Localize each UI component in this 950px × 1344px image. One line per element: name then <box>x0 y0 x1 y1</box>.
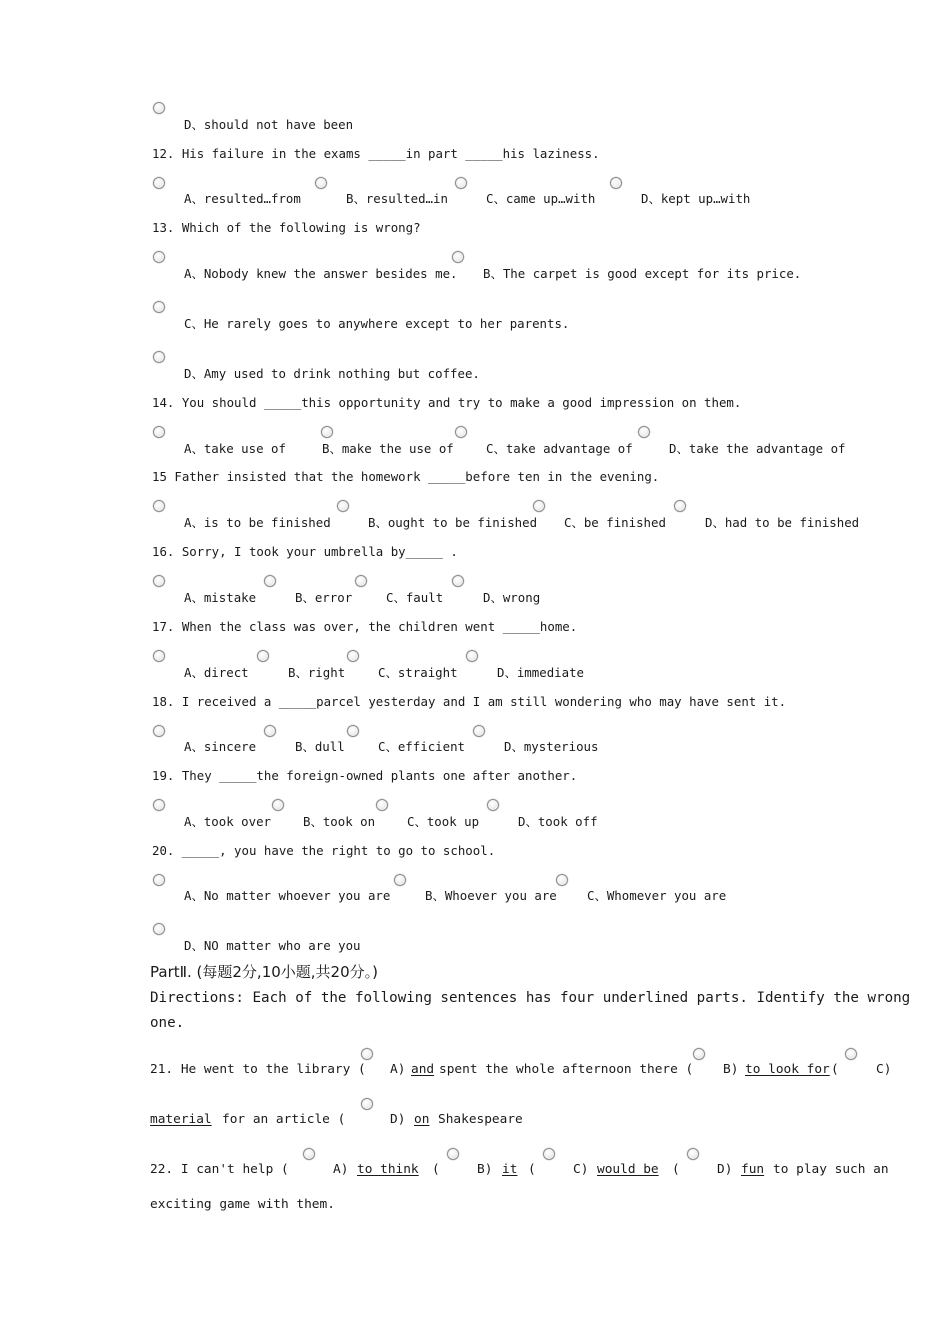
radio-q22-c[interactable] <box>543 1148 555 1160</box>
q22-c-after: ( <box>672 1162 680 1177</box>
radio-q12-a[interactable] <box>153 177 165 189</box>
option-q20-c: C、Whomever you are <box>587 888 727 903</box>
question-17: 17. When the class was over, the children went _____home. <box>152 619 578 634</box>
radio-q20-b[interactable] <box>394 874 406 886</box>
q22-c-underlined: would be <box>597 1162 659 1177</box>
q21-c-underlined: material <box>150 1112 212 1127</box>
q22-a-label: A) <box>333 1162 349 1177</box>
directions-line-1: Directions: Each of the following sentences has four underlined parts. Identify the wrong <box>150 990 911 1006</box>
option-q16-b: B、error <box>295 590 353 605</box>
q22-b-after: ( <box>528 1162 536 1177</box>
q21-c-after: for an article ( <box>222 1112 346 1127</box>
option-q19-d: D、took off <box>518 814 598 829</box>
q22-b-underlined: it <box>502 1162 518 1177</box>
question-18: 18. I received a _____parcel yesterday and I am still wondering who may have sent it. <box>152 694 787 709</box>
part-heading: PartⅡ. (每题2分,10小题,共20分。) <box>150 963 378 981</box>
option-q12-b: B、resulted…in <box>346 191 448 206</box>
option-q11-d: D、should not have been <box>184 117 354 132</box>
option-q16-d: D、wrong <box>483 590 541 605</box>
q21-a-after: spent the whole afternoon there ( <box>439 1062 694 1077</box>
q22-d-label: D) <box>717 1162 733 1177</box>
option-q18-c: C、efficient <box>378 739 465 754</box>
option-q12-c: C、came up…with <box>486 191 596 206</box>
q22-d-after: to play such an <box>773 1162 889 1177</box>
radio-q19-d[interactable] <box>487 799 499 811</box>
q22-line-2: exciting game with them. <box>150 1197 335 1212</box>
radio-q15-a[interactable] <box>153 500 165 512</box>
question-16: 16. Sorry, I took your umbrella by_____ . <box>152 544 458 559</box>
radio-q13-c[interactable] <box>153 301 165 313</box>
option-q18-a: A、sincere <box>184 739 257 754</box>
radio-q16-d[interactable] <box>452 575 464 587</box>
q21-a-underlined: and <box>411 1062 435 1077</box>
radio-q14-a[interactable] <box>153 426 165 438</box>
radio-q22-d[interactable] <box>687 1148 699 1160</box>
option-q17-b: B、right <box>288 665 346 680</box>
option-q12-a: A、resulted…from <box>184 191 301 206</box>
radio-q15-b[interactable] <box>337 500 349 512</box>
option-q14-c: C、take advantage of <box>486 441 633 456</box>
radio-q22-b[interactable] <box>447 1148 459 1160</box>
option-q13-b: B、The carpet is good except for its price. <box>483 266 802 281</box>
radio-q21-c[interactable] <box>845 1048 857 1060</box>
radio-q21-a[interactable] <box>361 1048 373 1060</box>
directions-line-2: one. <box>150 1015 185 1031</box>
q22-a-after: ( <box>432 1162 440 1177</box>
question-13: 13. Which of the following is wrong? <box>152 220 421 235</box>
option-q12-d: D、kept up…with <box>641 191 751 206</box>
radio-q21-b[interactable] <box>693 1048 705 1060</box>
radio-q11-d[interactable] <box>153 102 165 114</box>
option-q19-a: A、took over <box>184 814 271 829</box>
option-q13-c: C、He rarely goes to anywhere except to her parents. <box>184 316 570 331</box>
radio-q14-b[interactable] <box>321 426 333 438</box>
radio-q16-c[interactable] <box>355 575 367 587</box>
q21-prefix: 21. He went to the library ( <box>150 1062 366 1077</box>
radio-q18-a[interactable] <box>153 725 165 737</box>
question-15: 15 Father insisted that the homework _____before ten in the evening. <box>152 469 660 484</box>
q22-d-underlined: fun <box>741 1162 765 1177</box>
radio-q13-d[interactable] <box>153 351 165 363</box>
q22-c-label: C) <box>573 1162 589 1177</box>
radio-q15-d[interactable] <box>674 500 686 512</box>
option-q19-c: C、took up <box>407 814 480 829</box>
question-14: 14. You should _____this opportunity and try to make a good impression on them. <box>152 395 742 410</box>
radio-q19-a[interactable] <box>153 799 165 811</box>
radio-q16-b[interactable] <box>264 575 276 587</box>
radio-q17-c[interactable] <box>347 650 359 662</box>
radio-q18-d[interactable] <box>473 725 485 737</box>
radio-q21-d[interactable] <box>361 1098 373 1110</box>
option-q16-a: A、mistake <box>184 590 257 605</box>
question-12: 12. His failure in the exams _____in part _____his laziness. <box>152 146 600 161</box>
option-q15-c: C、be finished <box>564 515 666 530</box>
radio-q13-a[interactable] <box>153 251 165 263</box>
option-q14-a: A、take use of <box>184 441 286 456</box>
option-q14-b: B、make the use of <box>322 441 454 456</box>
q21-d-after: Shakespeare <box>438 1112 523 1127</box>
question-19: 19. They _____the foreign-owned plants one after another. <box>152 768 578 783</box>
option-q13-d: D、Amy used to drink nothing but coffee. <box>184 366 480 381</box>
option-q15-d: D、had to be finished <box>705 515 860 530</box>
q21-c-label: C) <box>876 1062 892 1077</box>
radio-q13-b[interactable] <box>452 251 464 263</box>
option-q16-c: C、fault <box>386 590 444 605</box>
q21-b-label: B) <box>723 1062 739 1077</box>
option-q15-a: A、is to be finished <box>184 515 331 530</box>
q21-b-after: ( <box>831 1062 839 1077</box>
radio-q20-c[interactable] <box>556 874 568 886</box>
q21-d-underlined: on <box>414 1112 430 1127</box>
option-q13-a: A、Nobody knew the answer besides me. <box>184 266 458 281</box>
radio-q20-a[interactable] <box>153 874 165 886</box>
q22-prefix: 22. I can't help ( <box>150 1162 289 1177</box>
radio-q15-c[interactable] <box>533 500 545 512</box>
q22-a-underlined: to think <box>357 1162 419 1177</box>
option-q17-a: A、direct <box>184 665 249 680</box>
option-q18-d: D、mysterious <box>504 739 599 754</box>
radio-q17-b[interactable] <box>257 650 269 662</box>
option-q17-c: C、straight <box>378 665 458 680</box>
radio-q20-d[interactable] <box>153 923 165 935</box>
q22-b-label: B) <box>477 1162 493 1177</box>
radio-q18-c[interactable] <box>347 725 359 737</box>
radio-q18-b[interactable] <box>264 725 276 737</box>
radio-q14-d[interactable] <box>638 426 650 438</box>
q21-a-label: A) <box>390 1062 406 1077</box>
option-q20-a: A、No matter whoever you are <box>184 888 391 903</box>
radio-q19-b[interactable] <box>272 799 284 811</box>
option-q17-d: D、immediate <box>497 665 584 680</box>
radio-q12-b[interactable] <box>315 177 327 189</box>
option-q14-d: D、take the advantage of <box>669 441 846 456</box>
option-q20-b: B、Whoever you are <box>425 888 557 903</box>
option-q20-d: D、NO matter who are you <box>184 938 361 953</box>
radio-q17-a[interactable] <box>153 650 165 662</box>
option-q18-b: B、dull <box>295 739 345 754</box>
radio-q12-d[interactable] <box>610 177 622 189</box>
radio-q19-c[interactable] <box>376 799 388 811</box>
q21-b-underlined: to look for <box>745 1062 830 1077</box>
question-20: 20. _____, you have the right to go to school. <box>152 843 496 858</box>
radio-q12-c[interactable] <box>455 177 467 189</box>
radio-q16-a[interactable] <box>153 575 165 587</box>
radio-q17-d[interactable] <box>466 650 478 662</box>
option-q15-b: B、ought to be finished <box>368 515 538 530</box>
radio-q22-a[interactable] <box>303 1148 315 1160</box>
q21-d-label: D) <box>390 1112 406 1127</box>
option-q19-b: B、took on <box>303 814 376 829</box>
radio-q14-c[interactable] <box>455 426 467 438</box>
